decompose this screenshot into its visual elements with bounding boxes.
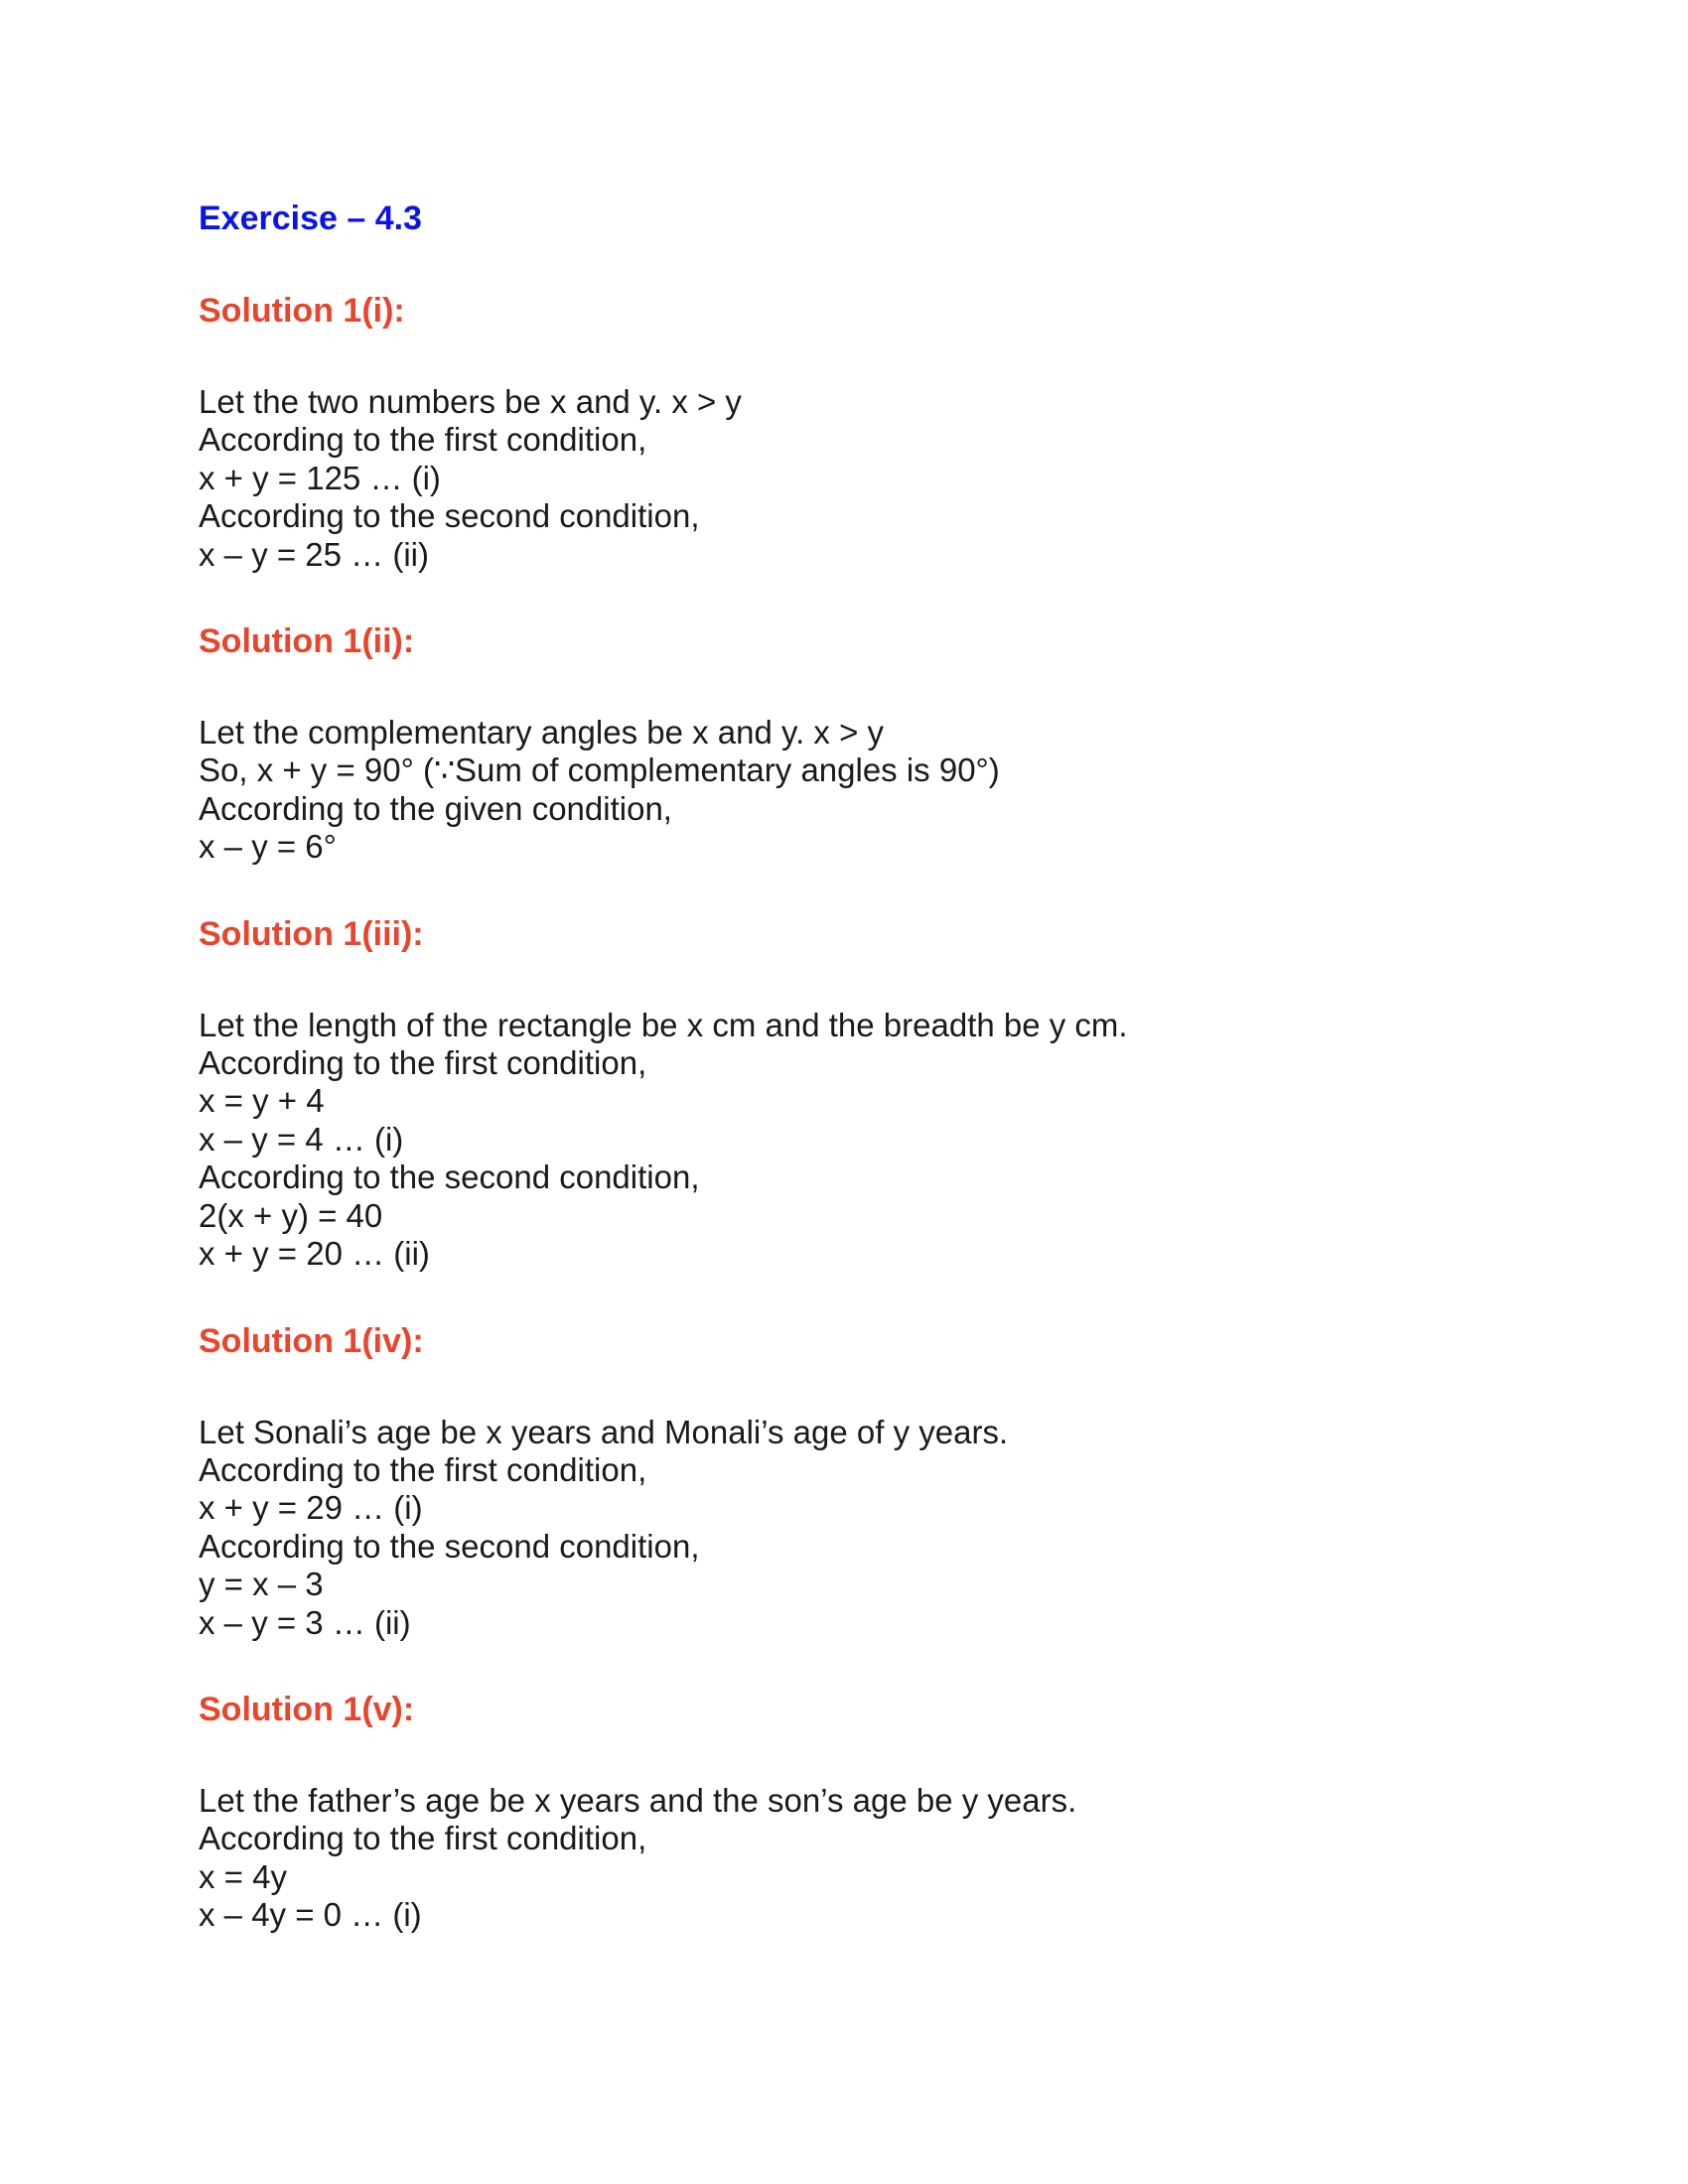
solution-line: x = 4y [199,1857,287,1895]
solution-line: x = y + 4 [199,1082,325,1120]
solution-line: x + y = 20 … (ii) [199,1235,430,1273]
solution-line: According to the given condition, [199,789,672,827]
document-page [199,194,1489,1978]
solution-heading: Solution 1(v): [199,1690,415,1728]
solution-line: So, x + y = 90° (∵Sum of complementary angles is 90°) [199,751,1000,789]
solution-heading: Solution 1(iii): [199,914,424,953]
solution-body [199,1007,1489,1274]
solution-1-ii [199,616,1489,867]
solution-body [199,1414,1489,1642]
solution-1-i [199,286,1489,574]
solution-line: x – y = 6° [199,828,337,866]
solution-line: Let the complementary angles be x and y. x > y [199,714,885,751]
solution-line: x + y = 29 … (i) [199,1489,423,1527]
solution-line: According to the first condition, [199,421,647,459]
solution-line: x – 4y = 0 … (i) [199,1896,422,1934]
solution-line: 2(x + y) = 40 [199,1196,383,1234]
solution-line: Let the father’s age be x years and the son’s age be y years. [199,1781,1077,1819]
solution-line: x – y = 3 … (ii) [199,1603,411,1641]
solution-line: Let Sonali’s age be x years and Monali’s age of y years. [199,1413,1009,1450]
solution-line: x – y = 4 … (i) [199,1120,404,1158]
solution-1-iii [199,909,1489,1274]
solution-line: x – y = 25 … (ii) [199,535,429,573]
solution-heading: Solution 1(iv): [199,1321,424,1360]
solution-1-v [199,1685,1489,1935]
solution-line: Let the two numbers be x and y. x > y [199,383,742,420]
solution-heading: Solution 1(i): [199,292,405,330]
solution-line: x + y = 125 … (i) [199,459,441,496]
solution-line: According to the first condition, [199,1450,647,1488]
solution-line: y = x – 3 [199,1566,324,1603]
solution-line: According to the first condition, [199,1044,647,1082]
solution-line: According to the second condition, [199,497,700,535]
exercise-title: Exercise – 4.3 [199,200,422,237]
solution-body [199,714,1489,867]
solution-line: According to the second condition, [199,1159,700,1196]
solution-body [199,383,1489,574]
solution-body [199,1782,1489,1935]
solution-line: According to the first condition, [199,1820,647,1857]
solution-1-iv [199,1316,1489,1642]
solution-heading: Solution 1(ii): [199,622,415,661]
solution-line: Let the length of the rectangle be x cm and the breadth be y cm. [199,1006,1128,1043]
solution-line: According to the second condition, [199,1527,700,1565]
